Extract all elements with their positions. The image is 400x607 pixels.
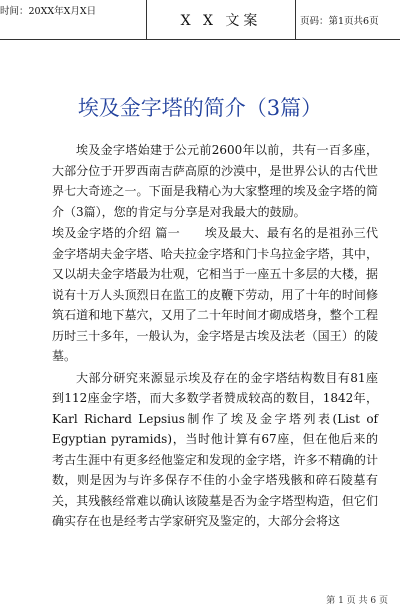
header-page-number: 页码：第1页共6页 [300, 15, 379, 27]
page-header [0, 0, 400, 40]
paragraph-section-one: 埃及金字塔的介绍 篇一 埃及最大、最有名的是祖孙三代金字塔胡夫金字塔、哈夫拉金字塔和门卡乌拉金字塔，其中，又以胡夫金字塔最为壮观，它相当于一座五十多层的大楼，据说有十万人头顶烈日在监工的皮鞭下劳动，用了十年的时间修筑石道和地下墓穴，又用了二十年时间才砌成塔身，整个工程历时三十多年，一般认为，金字塔是古埃及法老（国王）的陵墓。 [52, 226, 378, 363]
header-date: 时间：20XX年X月X日 [0, 0, 147, 39]
document-title: 埃及金字塔的简介（3篇） [77, 96, 323, 120]
header-title: X X 文案 [147, 0, 296, 39]
paragraph-pyramid-count: 大部分研究来源显示埃及存在的金字塔结构数目有81座到112座金字塔，而大多数学者赞成较高的数目，1842年，Karl Richard Lepsius制作了埃及金字塔列表(List of Egyptian pyramids)，当时他计算有67座，但在他后来的考古生涯中有更多经他鉴定和发现的金字塔，许多不精确的计数，则是因为与许多保存不佳的小金字塔残骸和碎石陵墓有关，其残骸经常难以确认该陵墓是否为金字塔型构造，但它们确实存在也是经考古学家研究及鉴定的，大部分会将这 [52, 370, 378, 528]
paragraph-intro: 埃及金字塔始建于公元前2600年以前，共有一百多座，大部分位于开罗西南吉萨高原的沙漠中，是世界公认的古代世界七大奇迹之一。下面是我精心为大家整理的埃及金字塔的简介（3篇），您的肯定与分享是对我最大的鼓励。 [52, 143, 378, 219]
page-footer: 第 1 页 共 6 页 [326, 596, 388, 606]
document-body [52, 140, 378, 533]
